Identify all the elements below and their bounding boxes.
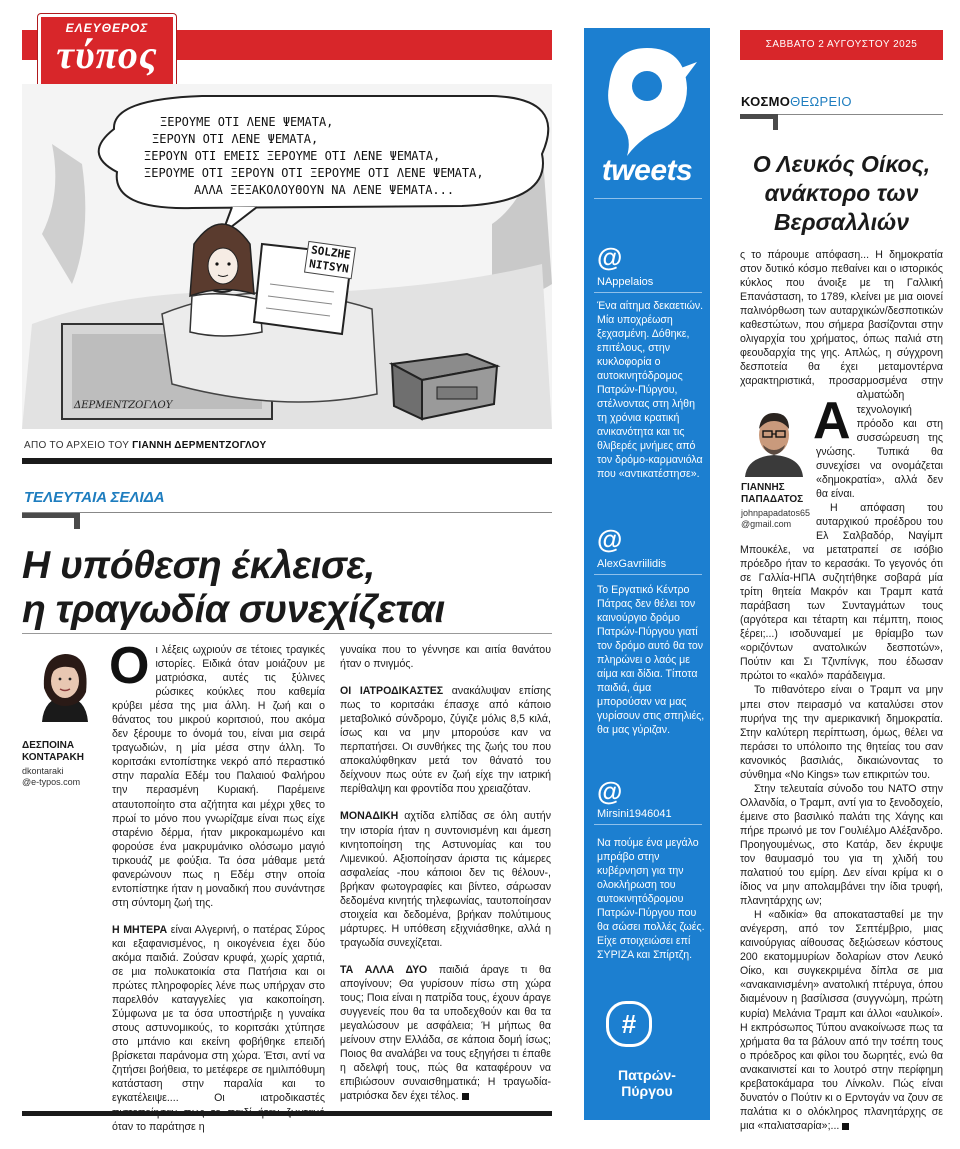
section-label[interactable]: ΤΕΛΕΥΤΑΙΑ ΣΕΛΙΔΑ (24, 489, 165, 506)
paragraph: Η «αδικία» θα αποκατασταθεί με την ανέγερση, από τον Σεπτέμβριο, μιας καινούργιας αίθουσας δεξιώσεων κόστους 200 εκατομμυρίων δολαρίων στον Λευκό Οίκο, και συγκεκριμένα δίπλα σε μια «ανακαινισμένη» ανατολική πτέρυγα, όπου διαμένουν η βασίλισσα (συγγνώμη, πρώτη κυρία) Μελάνια Τραμπ και άλλοι «αυλικοί». Η εκπρόσωπος Τύπου ανακοίνωσε πως τα χρήματα θα τα βάλουν από την τσέπη τους ο πρόεδρος και φίλοι του δωρητές, ενώ θα ανακαινιστεί και το λουτρό στην περίφημη κρεβατοκάμαρα του Λίνκολν. Πώς είναι δυνατόν ο Πούτιν κι ο Ερντογάν να ζουν σε παλάτια κι ο ολόκληρος πλανητάρχης σε μια «παλιατσαρία»;... (740, 909, 943, 1132)
end-mark (462, 1093, 469, 1100)
author-contact[interactable] (22, 766, 122, 788)
contact-line: @gmail.com (741, 519, 792, 529)
paragraph-lead: Η ΜΗΤΕΡΑ (112, 923, 168, 936)
paragraph: είναι Αλγερινή, ο πατέρας Σύρος και εξαφανισμένος, η οικογένεια έχει δύο ακόμα παιδιά. Ζούσαν κρυφά, χωρίς χαρτιά, σε μια πολυκατοικία στα Πατήσια και οι πρώτες πληροφορίες λένε πως υπήρχαν στο παρελθόν καταγγελίες για κακοποίηση. Σύμφωνα με τα όσα υποστήριξε η γυναίκα στους αστυνομικούς, το κοριτσάκι χτύπησε στο μπάνιο και εκείνη φοβήθηκε επειδή βρίσκεται παράνομα στη χώρα. Έτσι, αντί να ζητήσει βοήθεια, το μετέφερε σε ημιλιπόθυμη κατάσταση στην παραλία και το εγκατέλειψε.... Οι ιατροδικαστές όταν το παράτησε η (112, 923, 325, 1133)
author-last-name: ΚΟΝΤΑΡΑΚΗ (22, 752, 84, 763)
speech-line: ΞΕΡΟΥΝ ΟΤΙ ΛΕΝΕ ΨΕΜΑΤΑ, (152, 132, 319, 146)
editorial-cartoon (22, 84, 552, 429)
divider (22, 633, 552, 634)
topic-line: Πύργου (621, 1083, 673, 1099)
article-headline (22, 544, 552, 632)
paragraph: γυναίκα που το γέννησε και αιτία θανάτου ήταν ο πνιγμός. (340, 644, 551, 671)
divider (594, 198, 702, 199)
contact-line: @e-typos.com (22, 777, 81, 787)
speech-line: ΞΕΡΟΥΜΕ ΟΤΙ ΞΕΡΟΥΝ ΟΤΙ ΞΕΡΟΥΜΕ ΟΤΙ ΛΕΝΕ ΨΕΜΑΤΑ, (144, 166, 484, 180)
tweets-title: tweets (601, 154, 693, 187)
at-icon: @ (597, 524, 623, 554)
newspaper-headline (304, 241, 356, 279)
paragraph-lead: ΟΙ ΙΑΤΡΟΔΙΚΑΣΤΕΣ (340, 685, 444, 698)
cartoon-speech (144, 114, 544, 199)
author-photo (30, 648, 100, 722)
kicker-part: ΘΕΩΡΕΙΟ (790, 94, 852, 109)
paragraph: αχτίδα ελπίδας σε όλη αυτήν την ιστορία ήταν η συντονισμένη και άμεση κινητοποίηση της Αστυνομίας και του Λιμενικού. Αξιοποίησαν άριστα τις κάμερες ασφαλείας -που κάποιοι δεν τις θέλουν-, βρήκαν φωτογραφίες και βίντεο, σάρωσαν δεδομένα κινητής τηλεφωνίας, ταυτοποίησαν στοιχεία και δεδομένα, βρήκαν πολύτιμους μάρτυρες. Η υπόθεση εξιχνιάσθηκε, αλλά η τραγωδία συνεχίζεται. (340, 810, 551, 949)
columnist-contact[interactable] (741, 508, 821, 530)
paragraph-lead: ΤΑ ΑΛΛΑ ΔΥΟ (340, 963, 428, 976)
divider (594, 292, 702, 293)
newspaper-logo[interactable] (38, 14, 176, 90)
speech-line: ΑΛΛΑ ΞΕΞΑΚΟΛΟΥΘΟΥΝ ΝΑ ΛΕΝΕ ΨΕΜΑΤΑ... (194, 183, 455, 197)
credit-name: ΓΙΑΝΝΗ ΔΕΡΜΕΝΤΖΟΓΛΟΥ (132, 440, 267, 451)
columnist-photo (741, 405, 807, 477)
divider (594, 824, 702, 825)
paragraph: Η απόφαση του αυταρχικού προέδρου του Ελ Σαλβαδόρ, Ναγίμπ Μπουκέλε, να μετατραπεί σε ισόβιο πρόεδρο ήταν το κερασάκι. Το γεγονός ότι σε Γαλλία-ΗΠΑ συζητήθηκε σοβαρά μία τρίτη θητεία Μακρόν και Τραμπ κατά παράβαση των Συνταγμάτων τους (αργότερα και τέταρτη και πέμπτη, ποιος ξέρει;...) ισοδυναμεί με θρίαμβο των «οριζόντων ανατολικών δεσποτών», Πούτιν και Σι Τζινπίνγκ, που έδωσαν πρώτοι το «καλό» παράδειγμα. (740, 501, 943, 683)
paragraph: παιδιά άραγε τι θα απογίνουν; Θα γυρίσουν πίσω στη χώρα τους; Ποια είναι η πατρίδα τους, έχουν άραγε συγγενείς που θα τα υποδεχθούν και θα τα μεγαλώσουν με ασφάλεια; Ή μήπως θα μείνουν στην Ελλάδα, σε κάποια δομή ίσως; Ποιος θα αναλάβει να τους εξηγήσει τι έπαθε η αδελφή τους, πώς θα καταφέρουν να επιβιώσουν συναισθηματικά; Η τραγωδία-ματριόσκα δεν έχει τέλος. (340, 963, 552, 1103)
headline-line: Βερσαλλιών (773, 209, 910, 235)
hashtag-topic[interactable] (584, 1067, 710, 1099)
at-icon: @ (597, 242, 623, 272)
columnist-last-name: ΠΑΠΑΔΑΤΟΣ (741, 494, 804, 505)
columnist-name (741, 482, 811, 506)
paragraph: ι λέξεις ωχριούν σε τέτοιες τραγικές ιστορίες. Ειδικά όταν μοιάζουν με ματριόσκα, αυτές τις ξύλινες ρώσικες κούκλες που καθεμία κρύβει μέσα της μια άλλη. Η ζωή και ο θάνατος του μικρού κοριτσιού, που ακόμα δεν ξέρουμε το όνομά του, είναι μια σειρά τραγωδιών, η μία μέσα στην άλλη. Το κοριτσάκι εντοπίστηκε νεκρό από περαστικό στην παραλία Εδέμ του Παλαιού Φαλήρου την περασμένη Κυριακή. Παρέμεινε αταυτοποίητο στα αζήτητα και μέχρι χθες το πρωί το μόνο που γνωρίζαμε είναι πως είχε σταρένιο δέρμα, ήταν μικροκαμωμένο και φορούσε ένα μακρυμάνικο ολόσωμο μαγιό τιρκουάζ με φούξια. Τα όσα μάθαμε μετά φανερώνουν πως η Εδέμ στην οποία εντοπίστηκε ήταν η μοναδική που συνάντησε στη σύντομη ζωή της. (112, 644, 325, 909)
hashtag-icon: # (606, 1001, 652, 1047)
paragraph: ς το πάρουμε απόφαση... Η δημοκρατία στον δυτικό κόσμο πεθαίνει και ο ιστορικός κύκλος που άνοιξε με τη Γαλλική Επανάσταση, το 1789, κλείνει με μια οιονεί παλινόρθωση των αυταρχικών/δεσποτικών καθεστώτων, που σήμερα βασίζονται στην ολιγαρχία του χρήματος, όπως παλιά στη φεουδαρχία της γης. Απλώς, η σύγχρονη δεσποτεία θα έχει μεταμοντέρνα χαρακτηριστικά, προσαρμοσμένα στην αλματώδη τεχνολογική πρόοδο και στη συσσώρευση της γνώσης. Τυπικά θα συνεχίσει να ονομάζεται «δημοκρατία», αλλά δεν θα είναι. (740, 249, 943, 500)
article-column-2 (340, 643, 551, 1116)
cartoon-credit (24, 440, 266, 451)
cartoonist-signature: ΔΕΡΜΕΝΤΖΟΓΛΟΥ (74, 400, 173, 411)
tweet-handle[interactable]: AlexGavriilidis (597, 558, 667, 570)
tweet-handle[interactable]: Mirsini1946041 (597, 808, 672, 820)
divider (22, 1111, 552, 1116)
opinion-body (740, 248, 943, 1133)
headline-line: ανάκτορο των (764, 180, 919, 206)
logo-main-text: τύπος (56, 32, 158, 77)
author-first-name: ΔΕΣΠΟΙΝΑ (22, 740, 75, 751)
author-name (22, 740, 112, 764)
article-column-1 (109, 637, 325, 1134)
speech-line: ΞΕΡΟΥΝ ΟΤΙ ΕΜΕΙΣ ΞΕΡΟΥΜΕ ΟΤΙ ΛΕΝΕ ΨΕΜΑΤΑ, (144, 149, 441, 163)
section-decoration (22, 513, 82, 531)
tweet-text: Ένα αίτημα δεκαετιών. Μία υποχρέωση ξεχασμένη. Δόθηκε, επιτέλους, στην κυκλοφορία ο αυτοκινητόδρομος Πατρών-Πύργου, στέλνοντας στη λήθη τη χρόνια κρατική ανικανότητα και τις θλιβερές μνήμες από τον δρόμο-καρμανιόλα που «αντικατέστησε». (597, 300, 704, 480)
contact-line: dkontaraki (22, 766, 64, 776)
logo-top-text: ΕΛΕΥΘΕΡΟΣ (65, 21, 149, 35)
tweets-bird-icon (597, 40, 697, 158)
dropcap: Α (813, 392, 851, 450)
paragraph: Το πιθανότερο είναι ο Τραμπ να μην μπει στον πειρασμό να καταλύσει στον πυρήνα της την αμερικανική δημοκρατία. Στην καλύτερη περίπτωση, όμως, θέλει να περάσει το υπόλοιπο της θητείας του σαν κανονικός βασιλιάς, δικαιώνοντας το σύνθημα «No Kings» των επικριτών του. (740, 684, 943, 781)
paragraph: Στην τελευταία σύνοδο του ΝΑΤΟ στην Ολλανδία, ο Τραμπ, αντί για το ξενοδοχείο, έμεινε στο βασιλικό παλάτι της Χάγης και πήρε πρωινό με τον Γουλιέλμο Αλέξανδρο. Προηγουμένως, στο Κατάρ, δεν έκρυψε τον θαυμασμό του για τη χλιδή του παλατιού του εμίρη. Δεν είναι κρίμα κι ο ίδιος να μην απολαμβάνει την ίδια τρυφή, πλανητάρχης ων; (740, 782, 943, 908)
paragraph: ανακάλυψαν επίσης πως το κοριτσάκι έπασχε από κάποιο μεταβολικό σύνδρομο, ζύγιζε μόλις 8,5 κιλά, ίσως και να μην μπορούσε καν να περπατήσει. Οι συνθήκες της ζωής του που αποκαλύφθηκαν μετά τον θάνατό του δείχνουν πως ούτε εν ζωή είχε την ιατρική περίθαλψη και φροντίδα που χρειαζόταν. (340, 685, 551, 796)
headline-line: η τραγωδία συνεχίζεται (22, 588, 445, 631)
tweet-text: Να πούμε ένα μεγάλο μπράβο στην κυβέρνηση για την ολοκλήρωση του αυτοκινητόδρομου Πατρών-Πύργου που θα σώσει πολλές ζωές. Είχε στοιχειώσει επί ΣΥΡΙΖΑ και Σπίρτζη. (597, 837, 705, 961)
headline-line: Ο Λευκός Οίκος, (752, 151, 931, 177)
newspaper-line: SOLZHE (310, 243, 352, 262)
end-mark (842, 1123, 849, 1130)
tweet-text: Το Εργατικό Κέντρο Πάτρας δεν θέλει τον καινούργιο δρόμο Πατρών-Πύργου γιατί τον δρόμο αυτό θα τον πληρώνει ο λαός με αίμα και δίδια. Τίποτα παιδιά, άμα μπορούσαν να μας γυρίσουν στις σπηλιές, θα μας γύριζαν. (597, 584, 705, 736)
issue-date: ΣΑΒΒΑΤΟ 2 ΑΥΓΟΥΣΤΟΥ 2025 (740, 30, 943, 60)
newspaper-line: NITSYN (308, 257, 350, 276)
headline-line: Η υπόθεση έκλεισε, (22, 544, 375, 587)
tweet-handle[interactable]: NAppelaios (597, 276, 654, 288)
paragraph-lead: ΜΟΝΑΔΙΚΗ (340, 810, 399, 823)
contact-line: johnpapadatos65 (741, 508, 811, 518)
kicker-part: ΚΟΣΜΟ (741, 94, 791, 109)
dropcap: Ο (109, 637, 150, 695)
speech-line: ΞΕΡΟΥΜΕ ΟΤΙ ΛΕΝΕ ΨΕΜΑΤΑ, (160, 115, 334, 129)
opinion-headline (740, 150, 943, 237)
divider (594, 574, 702, 575)
column-kicker[interactable] (741, 94, 852, 109)
credit-prefix: ΑΠΟ ΤΟ ΑΡΧΕΙΟ ΤΟΥ (24, 440, 130, 451)
section-divider (22, 512, 552, 513)
kicker-decoration (740, 114, 780, 132)
at-icon: @ (597, 776, 623, 806)
columnist-first-name: ΓΙΑΝΝΗΣ (741, 482, 785, 493)
divider (22, 458, 552, 464)
topic-line: Πατρών- (618, 1067, 676, 1083)
